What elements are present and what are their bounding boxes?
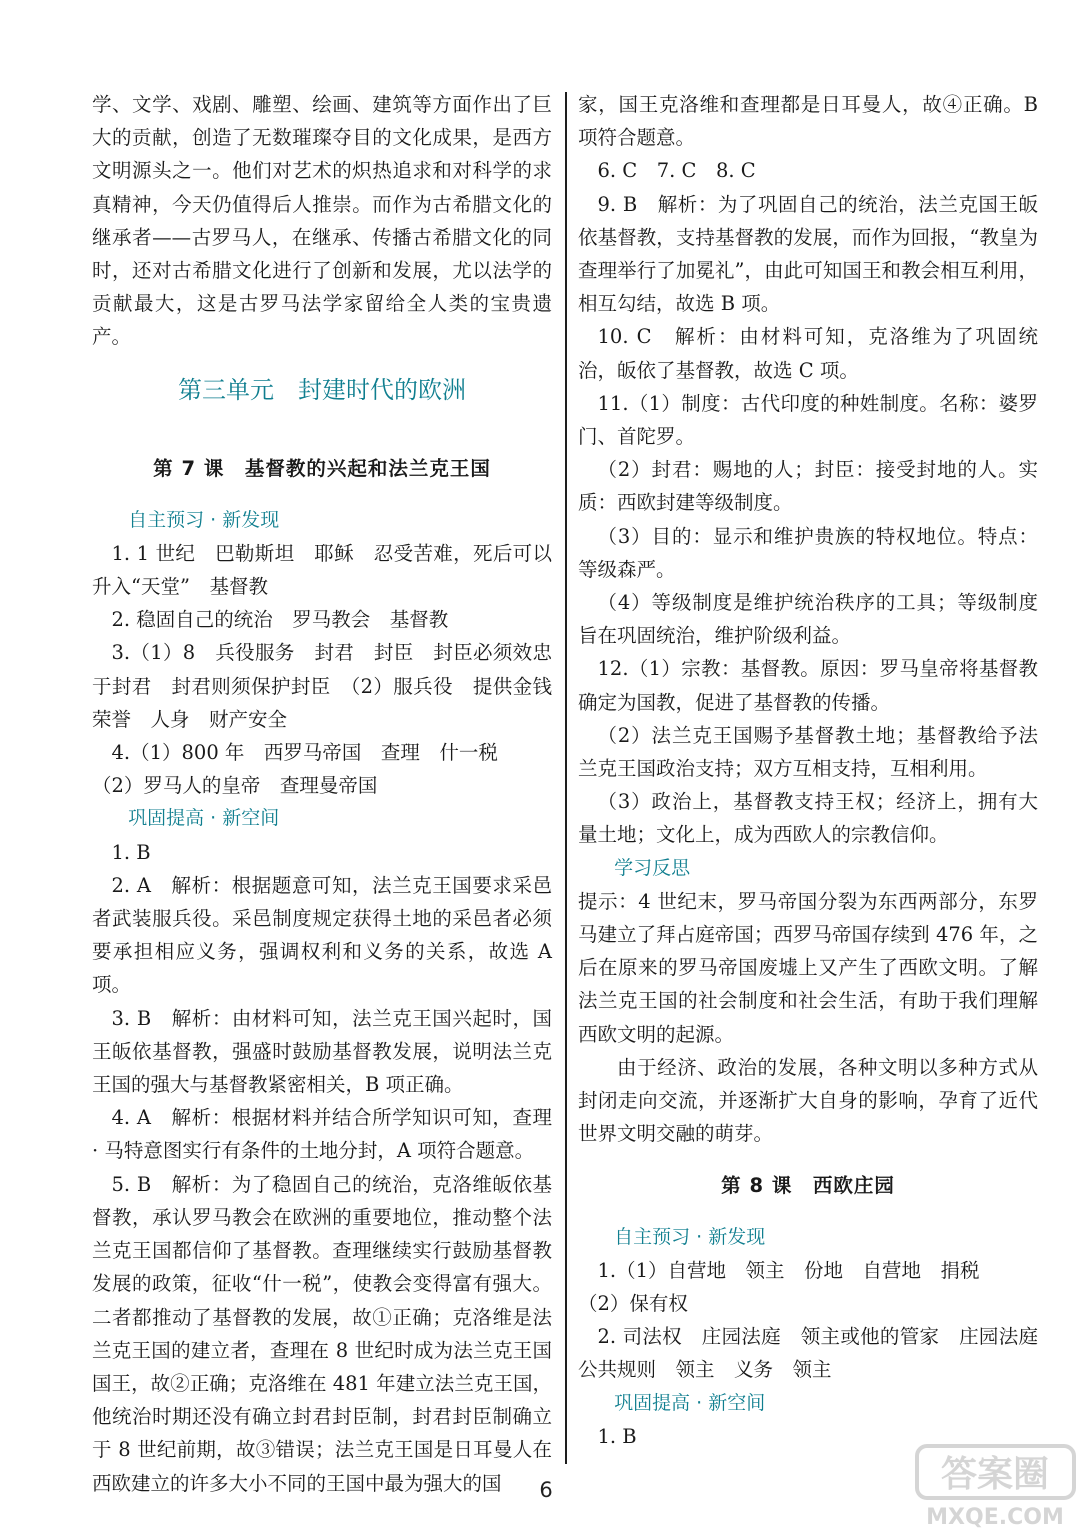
answer-item: 1.（1）自营地 领主 份地 自营地 捐税 xyxy=(597,1258,980,1282)
answer-item: 1. B xyxy=(111,840,151,864)
answer-item: （2）保有权 xyxy=(578,1291,688,1315)
answer-item: 12.（1）宗教：基督教。原因：罗马皇帝将基督教确定为国教，促进了基督教的传播。 xyxy=(578,657,1038,714)
answer-item: 1. B xyxy=(597,1424,637,1448)
answer-item: （2）法兰克王国赐予基督教土地；基督教给予法兰克王国政治支持；双方互相支持，互相利用。 xyxy=(578,723,1038,781)
answer-item: 9. B 解析：为了巩固自己的统治，法兰克国王皈依基督教，支持基督教的发展，而作为回报，“教皇为查理举行了加冕礼”，由此可知国王和教会相互利用，相互勾结，故选 B 项。 xyxy=(578,192,1038,316)
preview-heading: 自主预习 · 新发现 xyxy=(128,508,280,531)
intro-paragraph: 学、文学、戏剧、雕塑、绘画、建筑等方面作出了巨大的贡献，创造了无数璀璨夺目的文化成果，是西方文明源头之一。他们对艺术的炽热追求和对科学的求真精神，今天仍值得后人推崇。而作为古希腊文化的继承者——古罗马人，在继承、传播古希腊文化的同时，还对古希腊文化进行了创新和发展，尤以法学的贡献最大，这是古罗马法学家留给全人类的宝贵遗产。 xyxy=(92,93,552,349)
answer-item: 5. B 解析：为了稳固自己的统治，克洛维皈依基督教，承认罗马教会在欧洲的重要地位，推动整个法兰克王国都信仰了基督教。查理继续实行鼓励基督教发展的政策，征收“什一税”，使教会变得富有强大。二者都推动了基督教的发展，故①正确；克洛维是法兰克王国的建立者，查理在 8 世纪时成为法兰克王国国王，故②正确；克洛维在 481 年建立法兰克王国，他统治时期还没有确立封君封臣制，封君封臣制确立于 8 世纪前期，故③错误；法兰克王国是日耳曼人在西欧建立的许多大小不同的王国中最为强大的国 xyxy=(92,1172,552,1495)
svg-text:MXQE.COM: MXQE.COM xyxy=(926,1505,1064,1530)
answer-item: 11.（1）制度：古代印度的种姓制度。名称：婆罗门、首陀罗。 xyxy=(578,391,1038,449)
reflection-heading: 学习反思 xyxy=(614,856,691,879)
watermark-logo xyxy=(913,1442,1078,1532)
answer-item: 6. C 7. C 8. C xyxy=(597,159,756,183)
answer-continuation: 家，国王克洛维和查理都是日耳曼人，故④正确。B 项符合题意。 xyxy=(578,93,1038,150)
answer-item: （2）罗马人的皇帝 查理曼帝国 xyxy=(92,774,378,798)
consolidate-heading: 巩固提高 · 新空间 xyxy=(614,1391,766,1414)
answer-item: 2. 司法权 庄园法庭 领主或他的管家 庄园法庭 公共规则 领主 义务 领主 xyxy=(578,1325,1058,1382)
answer-item: 4.（1）800 年 西罗马帝国 查理 什一税 xyxy=(111,741,498,765)
lesson-8-title: 第 8 课 西欧庄园 xyxy=(721,1173,895,1197)
answer-item: （2）封君：赐地的人；封臣：接受封地的人。实质：西欧封建等级制度。 xyxy=(578,458,1038,515)
answer-item: 4. A 解析：根据材料并结合所学知识可知，查理 · 马特意图实行有条件的土地分封，A 项符合题意。 xyxy=(92,1106,552,1163)
answer-item: 3. B 解析：由材料可知，法兰克王国兴起时，国王皈依基督教，强盛时鼓励基督教发展，说明法兰克王国的强大与基督教紧密相关，B 项正确。 xyxy=(92,1006,552,1097)
answer-item: （3）政治上，基督教支持王权；经济上，拥有大量土地；文化上，成为西欧人的宗教信仰。 xyxy=(578,790,1038,847)
right-column xyxy=(578,88,1058,1453)
column-divider xyxy=(565,92,567,1464)
answer-item: 2. A 解析：根据题意可知，法兰克王国要求采邑者武装服兵役。采邑制度规定获得土地的采邑者必须要承担相应义务，强调权利和义务的关系，故选 A 项。 xyxy=(92,873,552,997)
reflection-text: 由于经济、政治的发展，各种文明以多种方式从封闭走向交流，并逐渐扩大自身的影响，孕育了近代世界文明交融的萌芽。 xyxy=(578,1055,1038,1146)
answer-item: 2. 稳固自己的统治 罗马教会 基督教 xyxy=(111,608,449,632)
reflection-text: 提示：4 世纪末，罗马帝国分裂为东西两部分，东罗马建立了拜占庭帝国；西罗马帝国存续到 476 年，之后在原来的罗马帝国废墟上又产生了西欧文明。了解法兰克王国的社会制度和社会生活，有助于我们理解西欧文明的起源。 xyxy=(578,889,1038,1046)
svg-text:答案圈: 答案圈 xyxy=(940,1454,1050,1495)
page-number: 6 xyxy=(539,1478,553,1502)
answer-item: 10. C 解析：由材料可知，克洛维为了巩固统治，皈依了基督教，故选 C 项。 xyxy=(578,325,1038,382)
answer-item: 3.（1）8 兵役服务 封君 封臣 封臣必须效忠于封君 封君则须保护封臣 （2）服兵役 提供金钱 荣誉 人身 财产安全 xyxy=(92,641,572,731)
preview-heading: 自主预习 · 新发现 xyxy=(614,1225,766,1248)
answer-item: （3）目的：显示和维护贵族的特权地位。特点：等级森严。 xyxy=(578,524,1038,581)
answer-item: 1. 1 世纪 巴勒斯坦 耶稣 忍受苦难，死后可以升入“天堂” 基督教 xyxy=(92,541,552,599)
left-column xyxy=(92,88,572,1500)
answer-item: （4）等级制度是维护统治秩序的工具；等级制度旨在巩固统治，维护阶级利益。 xyxy=(578,591,1038,648)
unit-title: 第三单元 封建时代的欧洲 xyxy=(178,375,466,404)
lesson-7-title: 第 7 课 基督教的兴起和法兰克王国 xyxy=(153,456,491,480)
consolidate-heading: 巩固提高 · 新空间 xyxy=(128,807,280,830)
